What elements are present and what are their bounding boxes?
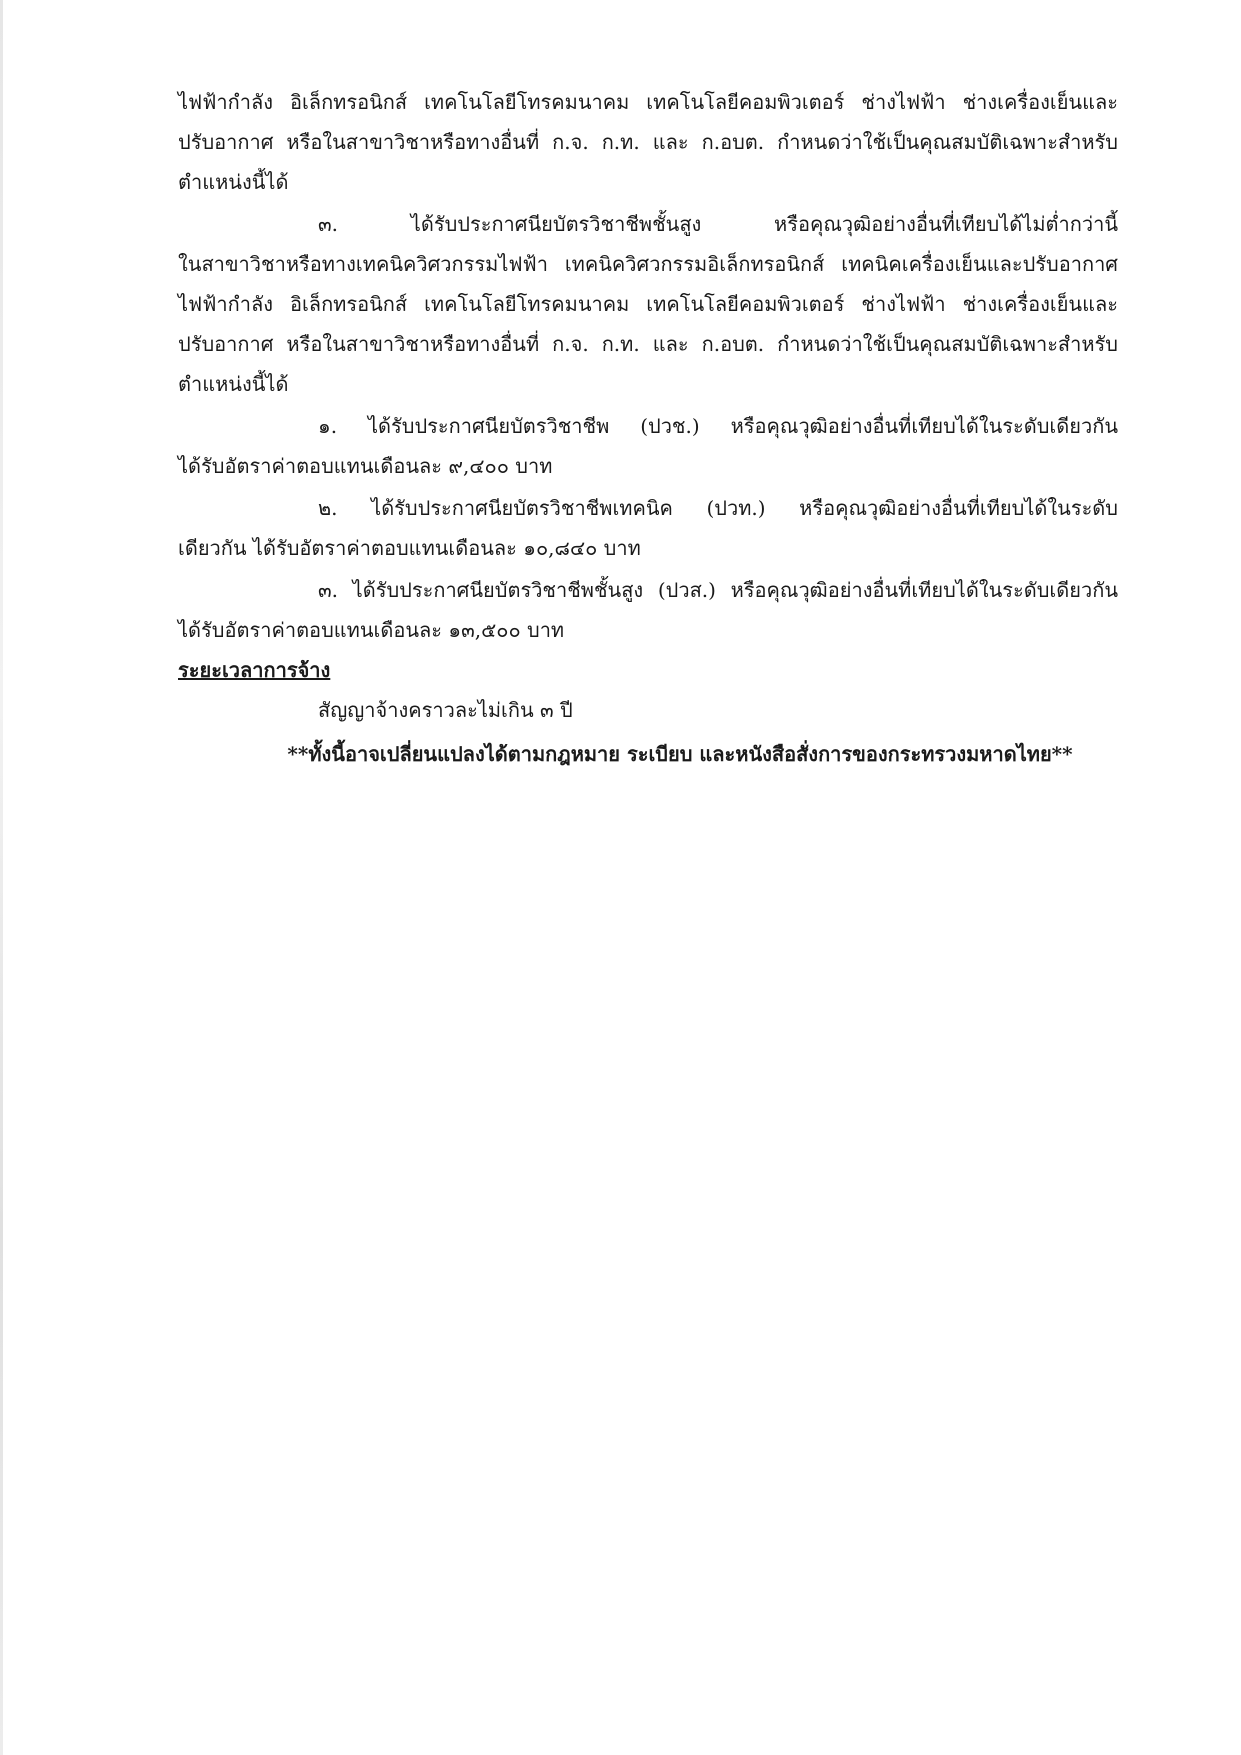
pay-3-line-1: ๓. ได้รับประกาศนียบัตรวิชาชีพชั้นสูง (ปวส.) หรือคุณวุฒิอย่างอื่นที่เทียบได้ในระดับเดียวกัน [318, 578, 1118, 602]
intro-line-3: ตำแหน่งนี้ได้ [178, 170, 289, 194]
employment-text: สัญญาจ้างคราวละไม่เกิน ๓ ปี [318, 698, 573, 722]
pay-1-line-1: ๑. ได้รับประกาศนียบัตรวิชาชีพ (ปวช.) หรือคุณวุฒิอย่างอื่นที่เทียบได้ในระดับเดียวกัน [318, 414, 1118, 438]
qualification-3-line-4: ปรับอากาศ หรือในสาขาวิชาหรือทางอื่นที่ ก.จ. ก.ท. และ ก.อบต. กำหนดว่าใช้เป็นคุณสมบัติเฉพาะสำหรับ [178, 332, 1118, 356]
intro-line-1: ไฟฟ้ากำลัง อิเล็กทรอนิกส์ เทคโนโลยีโทรคมนาคม เทคโนโลยีคอมพิวเตอร์ ช่างไฟฟ้า ช่างเครื่องเย็นและ [178, 90, 1118, 114]
qualification-3-line-1: ๓. ได้รับประกาศนียบัตรวิชาชีพชั้นสูง หรือคุณวุฒิอย่างอื่นที่เทียบได้ไม่ต่ำกว่านี้ [318, 212, 1118, 236]
intro-line-2: ปรับอากาศ หรือในสาขาวิชาหรือทางอื่นที่ ก.จ. ก.ท. และ ก.อบต. กำหนดว่าใช้เป็นคุณสมบัติเฉพาะสำหรับ [178, 130, 1118, 154]
pay-1-line-2: ได้รับอัตราค่าตอบแทนเดือนละ ๙,๔๐๐ บาท [178, 454, 553, 478]
pay-2-line-2: เดียวกัน ได้รับอัตราค่าตอบแทนเดือนละ ๑๐,๘๔๐ บาท [178, 536, 641, 560]
qualification-3-line-3: ไฟฟ้ากำลัง อิเล็กทรอนิกส์ เทคโนโลยีโทรคมนาคม เทคโนโลยีคอมพิวเตอร์ ช่างไฟฟ้า ช่างเครื่องเย็นและ [178, 292, 1118, 316]
qualification-3-line-5: ตำแหน่งนี้ได้ [178, 372, 289, 396]
footer-note: **ทั้งนี้อาจเปลี่ยนแปลงได้ตามกฎหมาย ระเบียบ และหนังสือสั่งการของกระทรวงมหาดไทย** [287, 742, 1073, 766]
pay-2-line-1: ๒. ได้รับประกาศนียบัตรวิชาชีพเทคนิค (ปวท.) หรือคุณวุฒิอย่างอื่นที่เทียบได้ในระดับ [318, 496, 1118, 520]
pay-3-line-2: ได้รับอัตราค่าตอบแทนเดือนละ ๑๓,๕๐๐ บาท [178, 618, 565, 642]
qualification-3-line-2: ในสาขาวิชาหรือทางเทคนิควิศวกรรมไฟฟ้า เทคนิควิศวกรรมอิเล็กทรอนิกส์ เทคนิคเครื่องเย็นและปรับอากาศ [178, 252, 1118, 276]
employment-heading: ระยะเวลาการจ้าง [178, 658, 331, 682]
scan-edge [0, 0, 3, 1755]
